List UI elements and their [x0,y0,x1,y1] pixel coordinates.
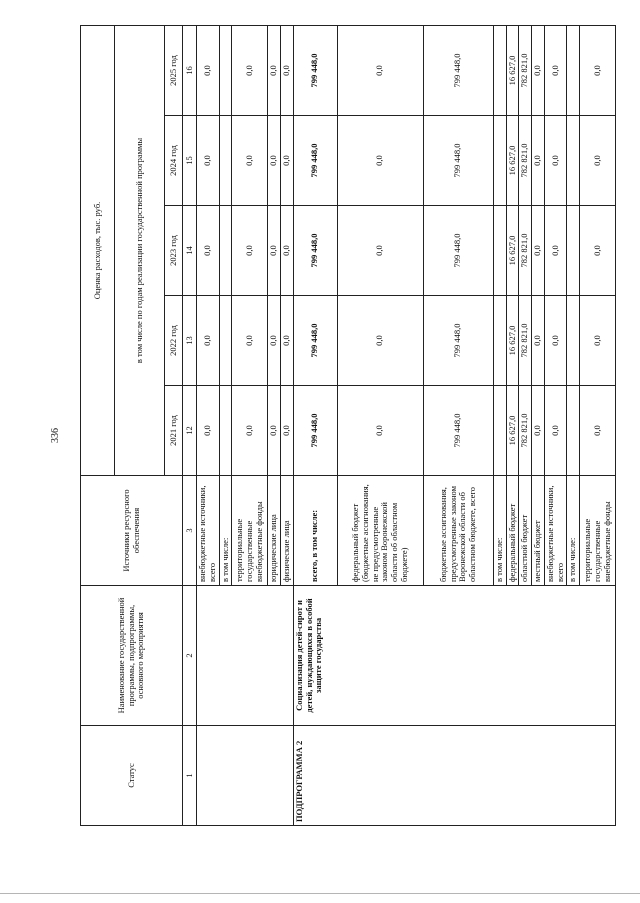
value-cell: 799 448,0 [293,116,337,206]
value-cell: 0,0 [544,296,567,386]
value-cell: 0,0 [281,206,294,296]
value-cell: 0,0 [281,25,294,115]
rotated-table-container [80,26,610,826]
col-number: 14 [183,206,197,296]
header-name: Наименование государственной программы, подпрограммы, основного мероприятия [81,586,183,726]
source-label: юридические лица [268,476,281,586]
value-cell: 0,0 [197,116,220,206]
value-cell [567,25,580,115]
value-cell: 0,0 [580,116,616,206]
col-number: 13 [183,296,197,386]
value-cell: 0,0 [268,296,281,386]
value-cell: 799 448,0 [293,296,337,386]
source-label: федеральный бюджет (бюджетные ассигнования, не предусмотренные законом Воронежской области об областном бюджете) [337,476,423,586]
budget-table [80,25,616,826]
source-label: в том числе: [219,476,232,586]
source-label: в том числе: [567,476,580,586]
value-cell: 0,0 [197,386,220,476]
source-label: бюджетные ассигнования, предусмотренные законом Воронежской области об областном бюджете, всего [423,476,493,586]
value-cell: 0,0 [281,386,294,476]
header-year: 2024 год [165,116,183,206]
value-cell: 0,0 [337,386,423,476]
col-number: 3 [183,476,197,586]
value-cell [567,386,580,476]
value-cell: 799 448,0 [423,25,493,115]
program-name: Социализация детей-сирот и детей, нуждающихся в особой защите государства [293,586,615,726]
source-label: всего, в том числе: [293,476,337,586]
value-cell: 799 448,0 [423,296,493,386]
header-source: Источники ресурсного обеспечения [81,476,183,586]
value-cell: 0,0 [580,386,616,476]
value-cell: 799 448,0 [293,206,337,296]
value-cell [219,116,232,206]
value-cell: 0,0 [232,296,268,386]
page-number: 336 [50,428,61,443]
value-cell: 0,0 [281,296,294,386]
value-cell: 782 821,0 [519,25,532,115]
program-status: ПОДПРОГРАММА 2 [293,726,615,826]
header-year: 2021 год [165,386,183,476]
value-cell: 0,0 [337,296,423,386]
value-cell: 0,0 [232,386,268,476]
value-cell: 782 821,0 [519,116,532,206]
source-label: территориальные государственные внебюджетные фонды [232,476,268,586]
col-number: 16 [183,25,197,115]
header-estimate: Оценка расходов, тыс. руб. [81,25,115,475]
source-label: физические лица [281,476,294,586]
header-year: 2022 год [165,296,183,386]
table-row [197,25,220,825]
value-cell: 0,0 [268,206,281,296]
value-cell [493,386,506,476]
value-cell [567,206,580,296]
value-cell: 0,0 [580,296,616,386]
value-cell: 782 821,0 [519,206,532,296]
header-by-years: в том числе по годам реализации государственной программы [115,25,165,475]
value-cell: 0,0 [544,206,567,296]
value-cell: 0,0 [197,296,220,386]
table-body [197,25,616,825]
value-cell: 799 448,0 [423,206,493,296]
source-label: в том числе: [493,476,506,586]
value-cell: 0,0 [197,206,220,296]
source-label: территориальные государственные внебюджетные фонды [580,476,616,586]
source-label: областной бюджет [519,476,532,586]
value-cell [567,116,580,206]
value-cell: 0,0 [268,386,281,476]
scan-edge-line [0,893,640,894]
col-number: 15 [183,116,197,206]
table-header [81,25,197,825]
source-label: внебюджетные источники, всего [544,476,567,586]
value-cell: 0,0 [532,386,545,476]
value-cell: 799 448,0 [423,386,493,476]
header-status: Статус [81,726,183,826]
value-cell: 16 627,0 [506,206,519,296]
value-cell [493,116,506,206]
value-cell: 0,0 [580,25,616,115]
value-cell [219,206,232,296]
value-cell: 0,0 [232,206,268,296]
value-cell [219,296,232,386]
value-cell: 0,0 [337,25,423,115]
value-cell [567,296,580,386]
value-cell [493,206,506,296]
value-cell: 0,0 [532,206,545,296]
table-row [293,25,337,825]
value-cell: 782 821,0 [519,386,532,476]
value-cell: 0,0 [337,116,423,206]
value-cell: 0,0 [580,206,616,296]
value-cell: 0,0 [544,386,567,476]
value-cell: 16 627,0 [506,116,519,206]
value-cell: 0,0 [532,25,545,115]
value-cell: 0,0 [268,25,281,115]
value-cell: 799 448,0 [293,386,337,476]
status-cell-empty [197,726,294,826]
value-cell: 16 627,0 [506,25,519,115]
value-cell: 0,0 [268,116,281,206]
value-cell: 799 448,0 [423,116,493,206]
source-label: внебюджетные источники, всего [197,476,220,586]
col-number: 1 [183,726,197,826]
name-cell-empty [197,586,294,726]
value-cell: 16 627,0 [506,296,519,386]
value-cell: 0,0 [532,116,545,206]
value-cell [219,25,232,115]
col-number: 2 [183,586,197,726]
value-cell [493,296,506,386]
header-year: 2025 год [165,25,183,115]
value-cell: 0,0 [232,116,268,206]
value-cell: 0,0 [544,116,567,206]
value-cell: 0,0 [281,116,294,206]
value-cell: 782 821,0 [519,296,532,386]
value-cell: 799 448,0 [293,25,337,115]
value-cell: 0,0 [532,296,545,386]
source-label: федеральный бюджет [506,476,519,586]
col-number: 12 [183,386,197,476]
value-cell: 0,0 [544,25,567,115]
value-cell: 16 627,0 [506,386,519,476]
source-label: местный бюджет [532,476,545,586]
value-cell [493,25,506,115]
value-cell: 0,0 [337,206,423,296]
value-cell: 0,0 [197,25,220,115]
header-year: 2023 год [165,206,183,296]
value-cell: 0,0 [232,25,268,115]
value-cell [219,386,232,476]
